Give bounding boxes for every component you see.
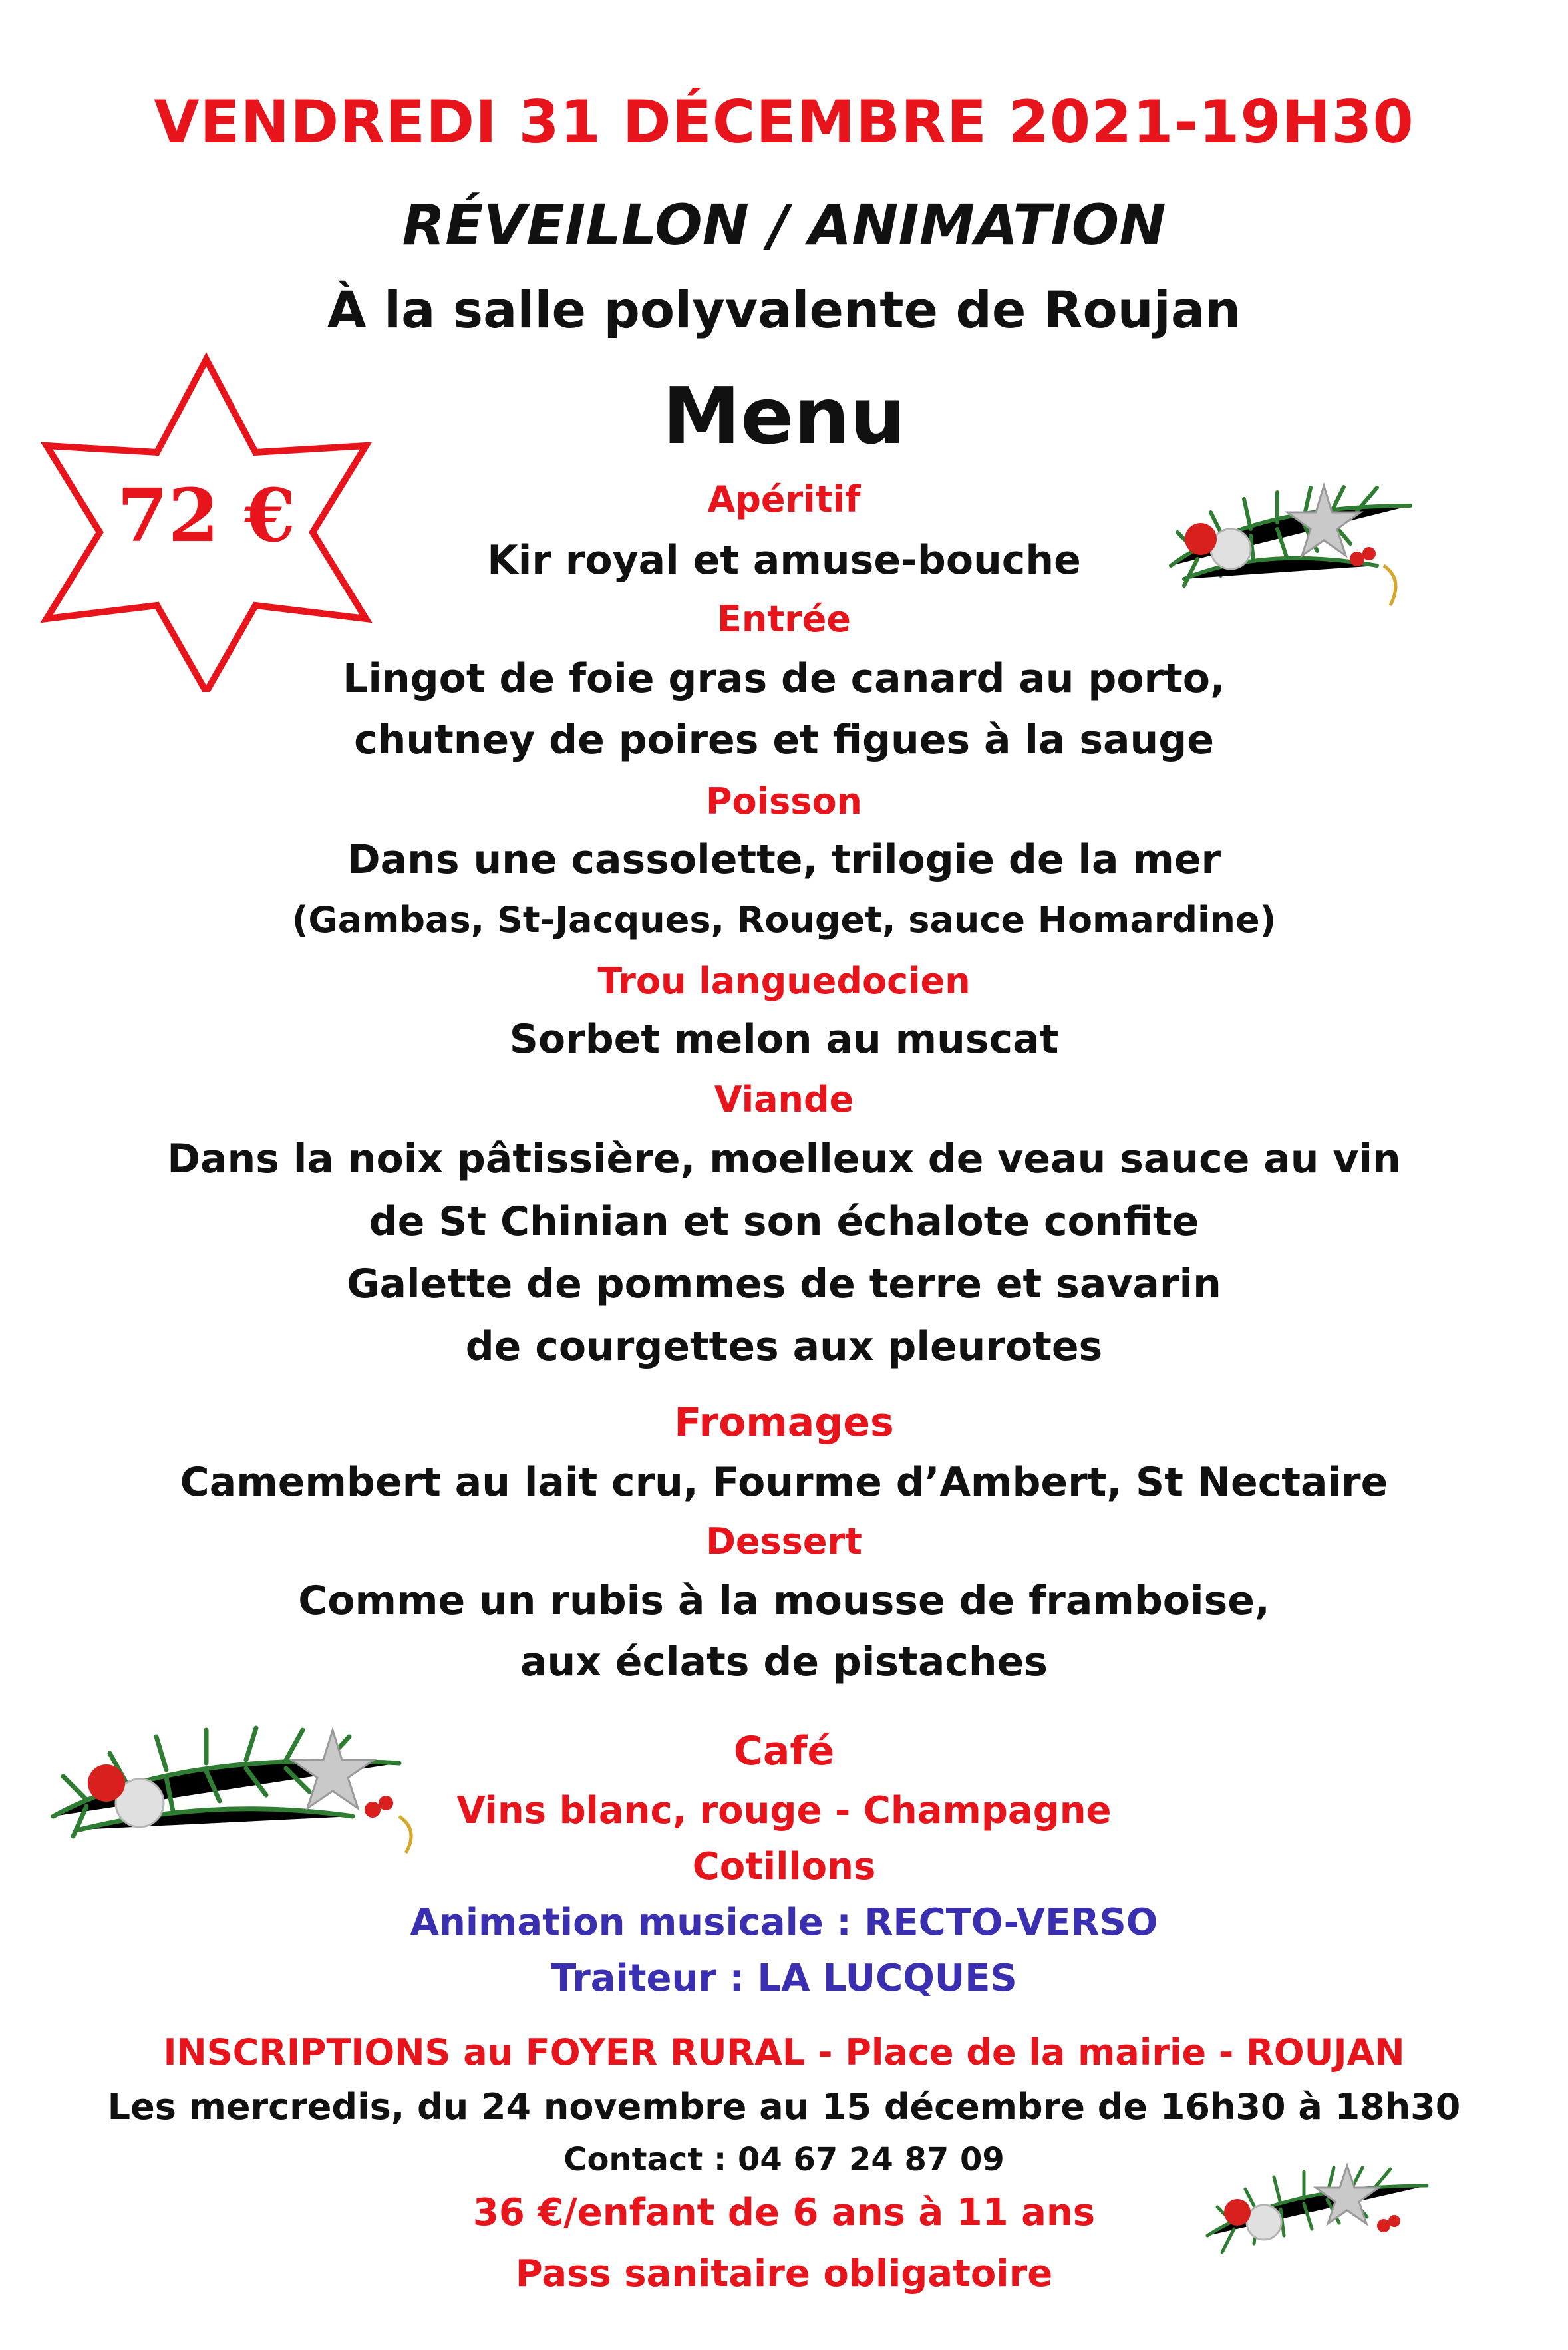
- dish-viande-2: de St Chinian et son échalote confite: [369, 1198, 1199, 1245]
- info-inscriptions: INSCRIPTIONS au FOYER RURAL - Place de la mairie - ROUJAN: [163, 2031, 1405, 2073]
- dish-viande-1: Dans la noix pâtissière, moelleux de veau sauce au vin: [167, 1136, 1401, 1182]
- price-badge: 72 €: [117, 472, 295, 558]
- menu-title: Menu: [662, 370, 906, 462]
- info-dates: Les mercredis, du 24 novembre au 15 décembre de 16h30 à 18h30: [107, 2086, 1461, 2128]
- dish-poisson-1: Dans une cassolette, trilogie de la mer: [347, 836, 1221, 883]
- extra-cotillons: Cotillons: [692, 1845, 876, 1888]
- dish-trou-1: Sorbet melon au muscat: [509, 1016, 1059, 1063]
- dish-entree-2: chutney de poires et figues à la sauge: [354, 717, 1214, 763]
- dish-fromages-1: Camembert au lait cru, Fourme d’Ambert, St Nectaire: [180, 1459, 1388, 1506]
- info-enfant-price: 36 €/enfant de 6 ans à 11 ans: [472, 2191, 1096, 2234]
- christmas-garland-icon: [40, 1703, 419, 1856]
- dish-entree-1: Lingot de foie gras de canard au porto,: [343, 655, 1225, 702]
- course-label-viande: Viande: [714, 1079, 854, 1120]
- course-label-poisson: Poisson: [705, 780, 862, 822]
- info-pass-sanitaire: Pass sanitaire obligatoire: [515, 2252, 1053, 2295]
- dish-poisson-2: (Gambas, St-Jacques, Rouget, sauce Homardine): [291, 899, 1277, 941]
- event-title: RÉVEILLON / ANIMATION: [402, 192, 1166, 257]
- course-label-aperitif: Apéritif: [707, 478, 861, 520]
- extra-cafe: Café: [733, 1728, 835, 1774]
- info-contact: Contact : 04 67 24 87 09: [563, 2141, 1005, 2178]
- extra-vins: Vins blanc, rouge - Champagne: [456, 1789, 1112, 1832]
- date-headline: VENDREDI 31 DÉCEMBRE 2021-19H30: [154, 88, 1414, 156]
- course-label-fromages: Fromages: [674, 1399, 894, 1446]
- extra-traiteur: Traiteur : LA LUCQUES: [551, 1957, 1017, 2000]
- course-label-dessert: Dessert: [706, 1520, 862, 1562]
- dish-aperitif-1: Kir royal et amuse-bouche: [487, 537, 1081, 584]
- dish-dessert-1: Comme un rubis à la mousse de framboise,: [298, 1578, 1270, 1624]
- extra-animation: Animation musicale : RECTO-VERSO: [410, 1901, 1158, 1944]
- course-label-entree: Entrée: [716, 598, 852, 640]
- venue-line: À la salle polyvalente de Roujan: [327, 280, 1241, 339]
- dish-viande-3: Galette de pommes de terre et savarin: [347, 1261, 1221, 1307]
- dish-viande-4: de courgettes aux pleurotes: [465, 1323, 1103, 1370]
- dish-dessert-2: aux éclats de pistaches: [520, 1639, 1048, 1685]
- course-label-trou: Trou languedocien: [597, 960, 971, 1002]
